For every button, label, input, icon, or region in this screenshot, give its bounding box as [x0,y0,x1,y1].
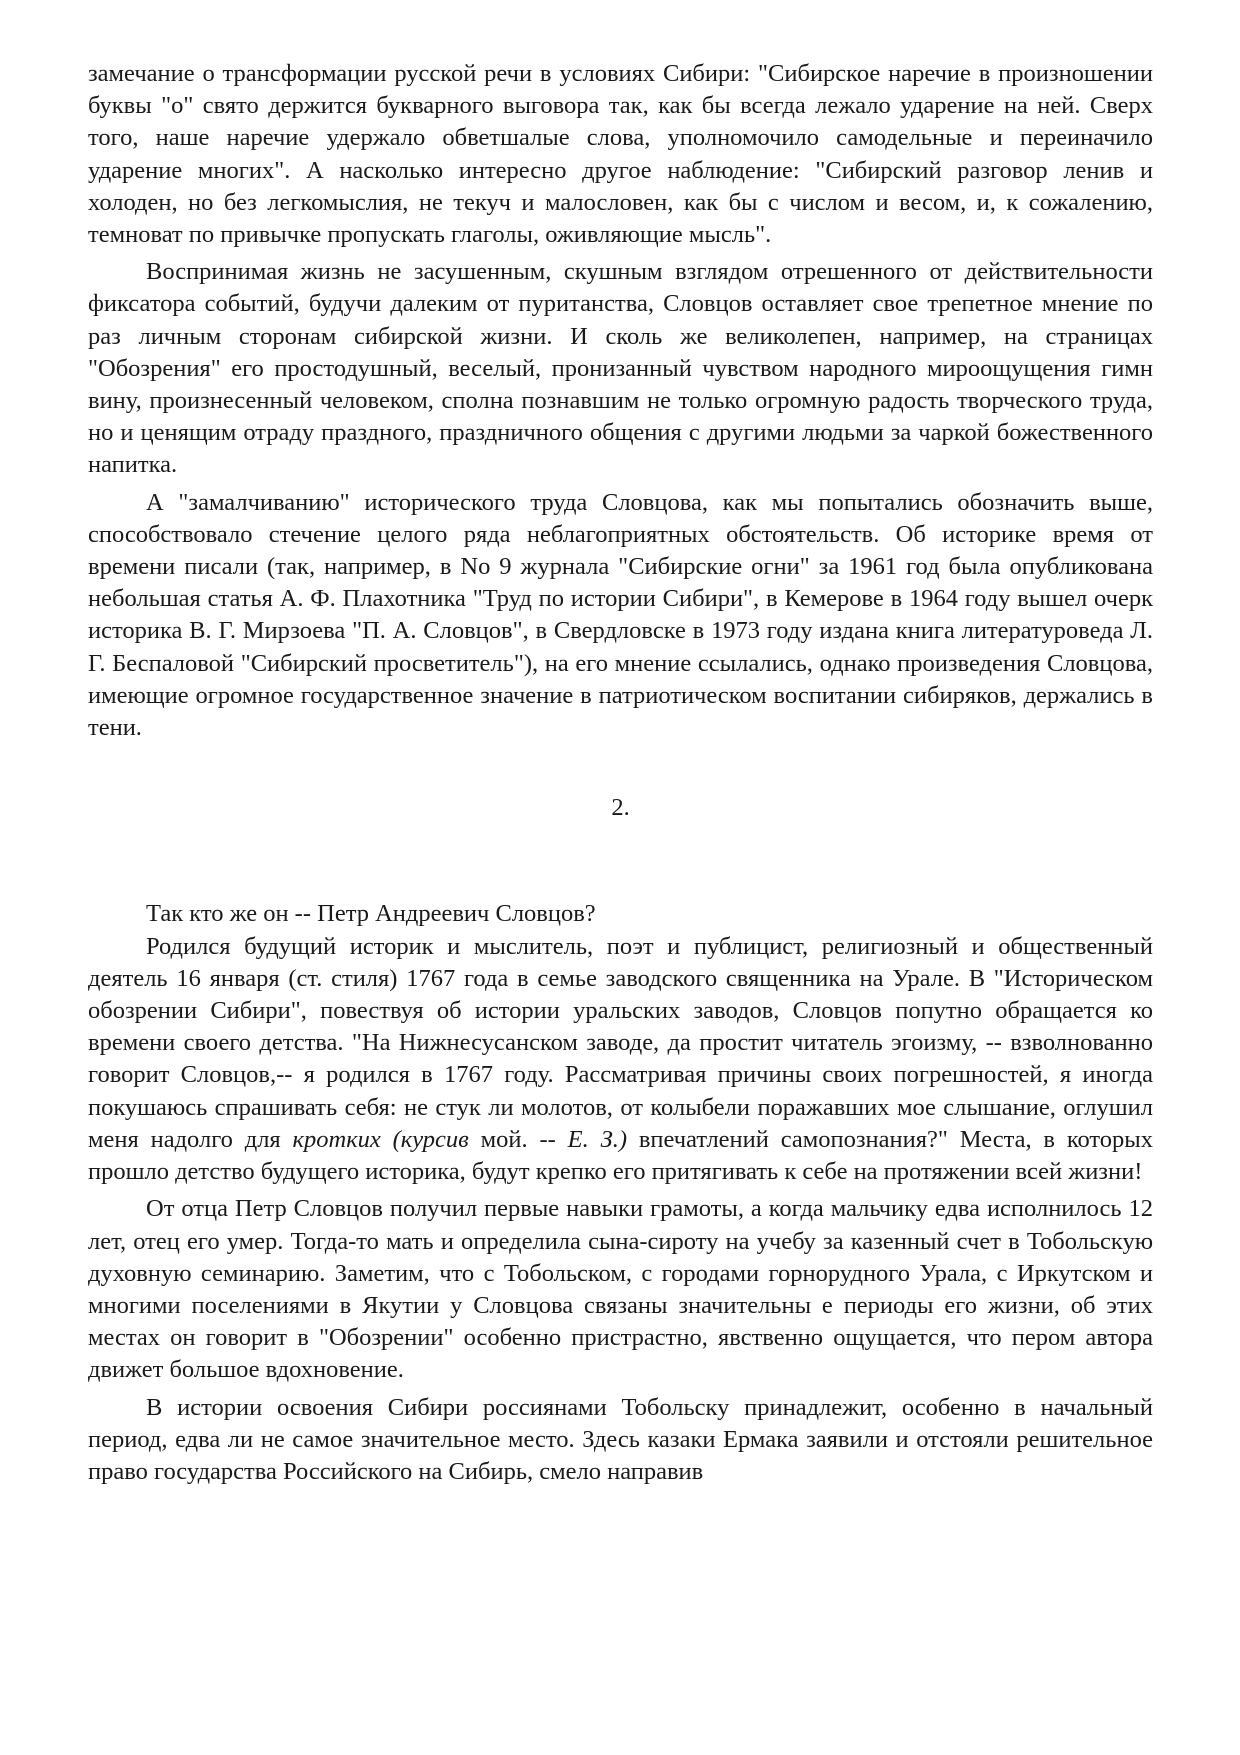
paragraph: От отца Петр Словцов получил первые навыки грамоты, а когда мальчику едва исполнилось 12 лет, отец его умер. Тогда-то мать и определила сына-сироту на учебу за казенный счет в Тобольскую духовную семинарию. Заметим, что с Тобольском, с городами горнорудного Урала, с Иркутском и многими поселениями в Якутии у Словцова связаны значительны е периоды его жизни, об этих местах он говорит в "Обозрении" особенно пристрастно, явственно ощущается, что пером автора движет большое вдохновение. [88,1195,1153,1384]
paragraph: замечание о трансформации русской речи в условиях Сибири: "Сибирское наречие в произношении буквы "о" свято держится букварного выговора так, как бы всегда лежало ударение на ней. Сверх того, наше наречие удержало обветшалые слова, уполномочило самодельные и переиначило ударение многих". А насколько интересно другое наблюдение: "Сибирский разговор ленив и холоден, но без легкомыслия, не текуч и малословен, как бы с числом и весом, и, к сожалению, темноват по привычке пропускать глаголы, оживляющие мысль". [88,60,1153,249]
italic-text: кротких (курсив [292,1125,469,1153]
paragraph-text: Родился будущий историк и мыслитель, поэт и публицист, религиозный и общественный деятель 16 января (ст. стиля) 1767 года в семье заводского священника на Урале. В "Историческом обозрении Сибири", повествуя об истории уральских заводов, Словцов попутно обращается ко времени своего детства. "На Нижнесусанском заводе, да простит читатель эгоизму, -- взволнованно говорит Словцов,-- я родился в 1767 году. Рассматривая причины своих погрешностей, я иногда покушаюсь спрашивать себя: не стук ли молотов, от колыбели поражавших мое слышание, оглушил меня надолго для [88,932,1153,1153]
paragraph: А "замалчиванию" исторического труда Словцова, как мы попытались обозначить выше, способствовало стечение целого ряда неблагоприятных обстоятельств. Об историке время от времени писали (так, например, в No 9 журнала "Сибирские огни" за 1961 год была опубликована небольшая статья А. Ф. Плахотника "Труд по истории Сибири", в Кемерове в 1964 году вышел очерк историка В. Г. Мирзоева "П. А. Словцов", в Свердловске в 1973 году издана книга литературоведа Л. Г. Беспаловой "Сибирский просветитель"), на его мнение ссылались, однако произведения Словцова, имеющие огромное государственное значение в патриотическом воспитании сибиряков, держались в тени. [88,488,1153,742]
paragraph: Так кто же он -- Петр Андреевич Словцов? [146,900,596,928]
italic-text: Е. З.) [567,1125,627,1153]
paragraph: В истории освоения Сибири россиянами Тобольску принадлежит, особенно в начальный период, едва ли не самое значительное место. Здесь казаки Ермака заявили и отстояли решительное право государства Российского на Сибирь, смело направив [88,1393,1153,1485]
paragraph-text: мой. -- [468,1125,568,1153]
paragraph [88,931,1153,1189]
paragraph-text: впечатлений самопознания?" Места, в которых прошло детство будущего историка, будут крепко его притягивать к себе на протяжении всей жизни! [88,1125,1154,1186]
paragraph: Воспринимая жизнь не засушенным, скушным взглядом отрешенного от действительности фиксатора событий, будучи далеким от пуританства, Словцов оставляет свое трепетное мнение по раз личным сторонам сибирской жизни. И сколь же великолепен, например, на страницах "Обозрения" его простодушный, веселый, пронизанный чувством народного мироощущения гимн вину, произнесенный человеком, сполна познавшим не только огромную радость творческого труда, но и ценящим отраду праздного, праздничного общения с другими людьми за чаркой божественного напитка. [88,258,1153,479]
section-number: 2. [611,794,630,822]
document-page [88,58,1153,1488]
